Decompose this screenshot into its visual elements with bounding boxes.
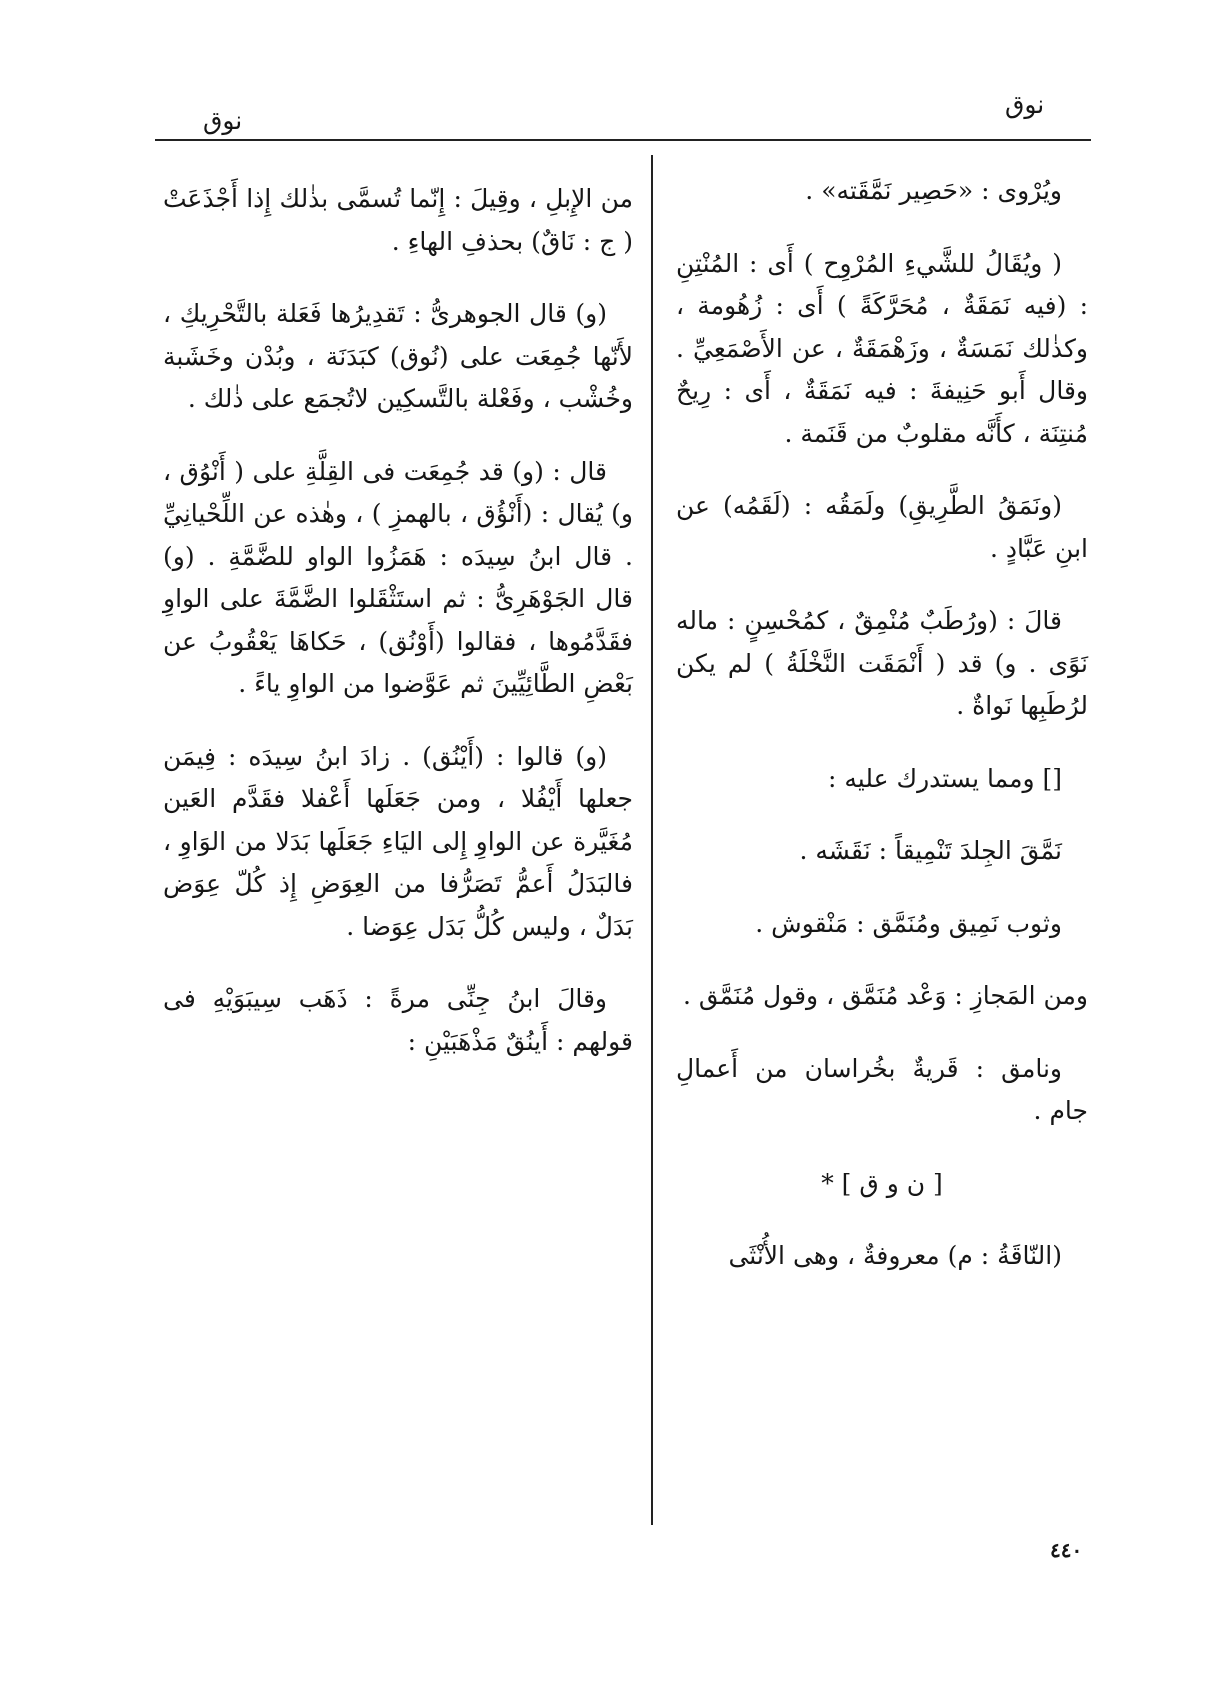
running-head-left: نوق	[203, 106, 243, 135]
paragraph: وثوب نَمِيق ومُنَمَّق : مَنْقوش .	[755, 908, 1062, 938]
right-column	[676, 170, 1088, 1308]
paragraph: ونامق : قَريةٌ بخُراسان من أَعمالِ جام .	[676, 1053, 1088, 1125]
paragraph: نَمَّقَ الجِلدَ تَنْمِيقاً : نَقَشَه .	[799, 836, 1062, 865]
paragraph: (و) قال الجوهرىُّ : تَقدِيرُها فَعَلة بالتَّحْرِيكِ ، لأَنّها جُمِعَت على (نُوق) كبَدَنَة ، وبُدْن وخَشَبة وخُشْب ، وفَعْلة بالتَّسكِين لاتُجمَع على ذٰلك .	[163, 299, 633, 413]
paragraph: ويُرْوى : «حَصِير نَمَّقَته» .	[805, 176, 1062, 205]
entry-heading: [ ن و ق ] *	[821, 1168, 943, 1198]
left-column	[163, 178, 633, 1093]
column-divider	[651, 155, 653, 1525]
paragraph: (النّاقَةُ : م) معروفةٌ ، وهى الأُنْثَى	[728, 1241, 1062, 1270]
paragraph: وقالَ ابنُ جِنِّى مرةً : ذَهَب سِيبَوَيْهِ فى قولهم : أَينُقٌ مَذْهَبَيْنِ :	[163, 984, 633, 1056]
page-number: ٤٤٠	[1050, 1538, 1083, 1562]
istidrak-line: [] ومما يستدرك عليه :	[828, 763, 1062, 793]
paragraph: ومن المَجازِ : وَعْد مُنَمَّق ، وقول مُنَمَّق .	[682, 981, 1088, 1010]
paragraph: من الإِبلِ ، وقِيلَ : إِنّما تُسمَّى بذٰلك إِذا أَجْذَعَتْ ( ج : نَاقٌ) بحذفِ الهاءِ .	[163, 184, 633, 256]
paragraph: (ونَمَقُ الطَّرِيقِ) ولَمَقُه : (لَقَمُه) عن ابنِ عَبَّادٍ .	[676, 491, 1088, 563]
paragraph: قال : (و) قد جُمِعَت فى القِلَّةِ على ( أَنْوُق ، و) يُقال : (أَنْؤُق ، بالهمزِ ) ، وهٰذه عن اللِّحْيانِيِّ . قال ابنُ سِيدَه : هَمَزُوا الواو للضَّمَّةِ . (و) قال الجَوْهَرِىُّ : ثم استَثْقَلوا الضَّمَّةَ على الواوِ فقَدَّمُوها ، فقالوا (أَوْنُق) ، حَكاهَا يَعْقُوبُ عن بَعْضِ الطَّائِيِّينَ ثم عَوَّضوا من الواوِ ياءً .	[163, 456, 633, 698]
header-rule	[155, 139, 1091, 141]
paragraph: (و) قالوا : (أَيْنُق) . زادَ ابنُ سِيدَه : فِيمَن جعلها أَيْفُلا ، ومن جَعَلَها أَعْفلا فقَدَّم العَين مُغَيَّرة عن الواوِ إِلى اليَاءِ جَعَلَها بَدَلا من الوَاوِ ، فالبَدَلُ أَعمُّ تَصَرُّفا من العِوَضِ إِذ كُلّ عِوَض بَدَلٌ ، وليس كُلُّ بَدَل عِوَضا .	[163, 741, 633, 941]
paragraph: ( ويُقَالُ للشَّيءِ المُرْوِح ) أَى : المُنْتِنِ : (فيه نَمَقَةٌ ، مُحَرَّكَةً ) أَى : زُهُومة ، وكذٰلك نَمَسَةٌ ، وزَهْمَقَةٌ ، عن الأَصْمَعِيِّ . وقال أَبو حَنِيفةَ : فيه نَمَقَةٌ ، أَى : رِيحٌ مُنتِنَة ، كأَنَّه مقلوبٌ من قَنَمة .	[676, 248, 1088, 448]
running-head-right: نوق	[1005, 90, 1045, 119]
paragraph: قالَ : (ورُطَبٌ مُنْمِقٌ ، كمُحْسِنٍ : ماله نَوًى . و) قد ( أَنْمَقَت النَّخْلَةُ ) لم يكن لرُطَبِها نَواةٌ .	[676, 606, 1088, 720]
